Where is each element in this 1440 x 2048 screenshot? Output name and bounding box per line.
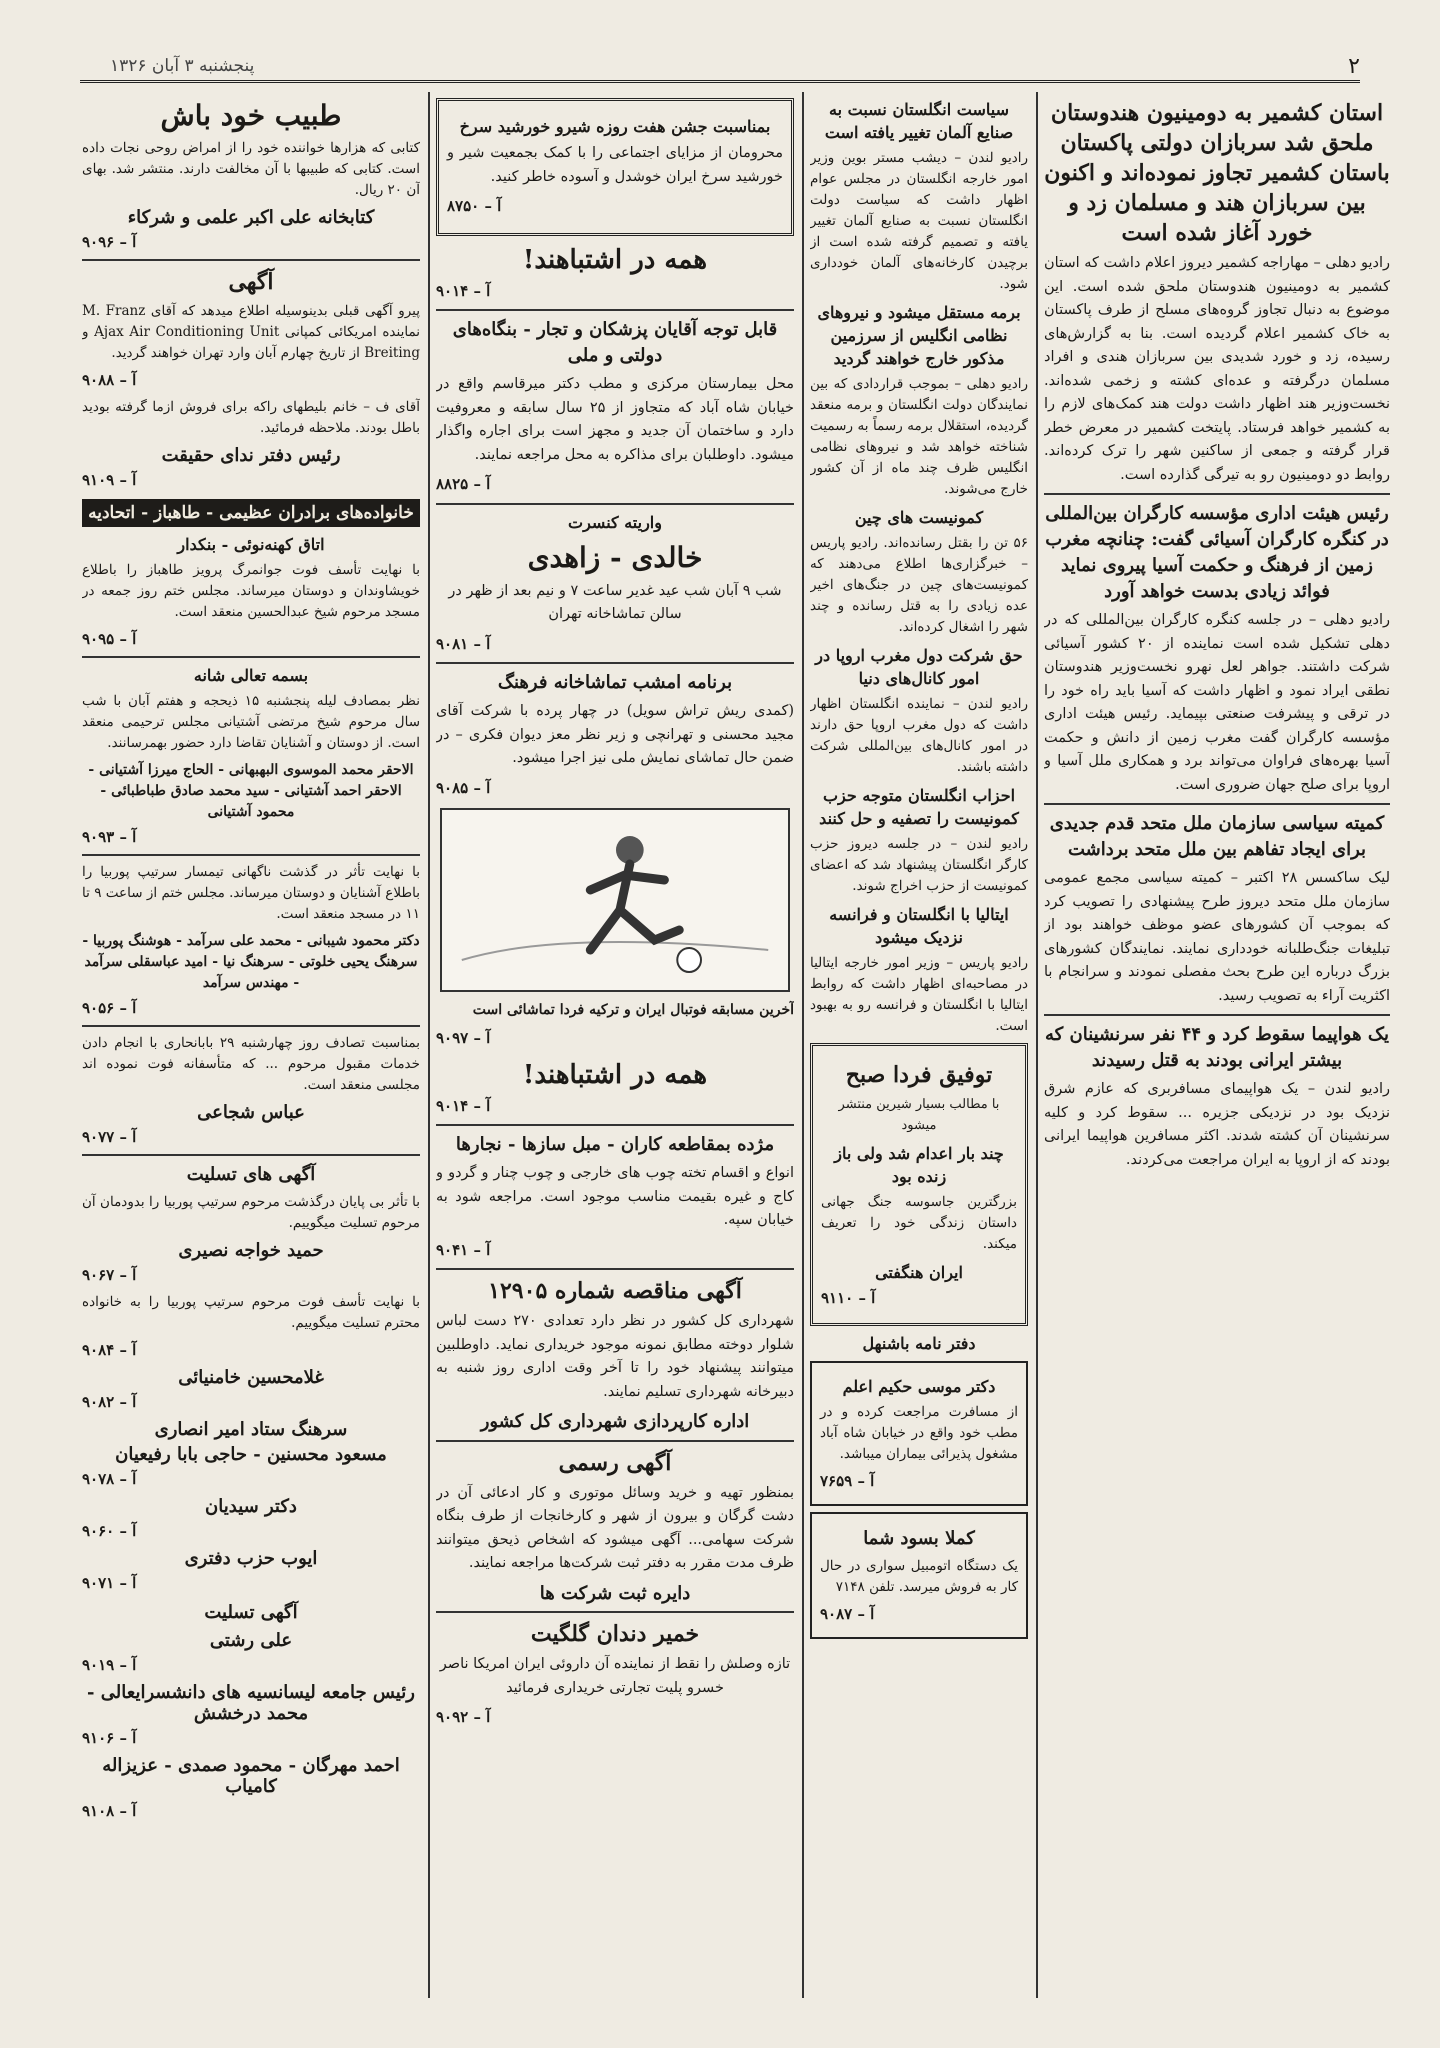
ad-code: ۹۰۸۱ – آ — [436, 634, 491, 653]
families-text: با نهایت تأسف فوت جوانمرگ پرویز طاهباز را باطلاع خویشاوندان و دوستان میرساند. مجلس ختم روز جمعه در مسجد مرحوم شیخ عبدالحسین منعقد است. — [82, 562, 420, 620]
divider — [436, 1611, 794, 1613]
ad-code: ۹۰۷۱ – آ — [82, 1574, 137, 1592]
divider — [1044, 1014, 1390, 1016]
book-ad-text: کتابی که هزارها خواننده خود را از امراض روحی نجات داده است. کتابی که طبیبها با آن مخالفت دارند. منتشر شد. بهای آن ۲۰ ریال. — [82, 140, 420, 198]
ad-code: ۹۰۹۷ – آ — [436, 1029, 491, 1047]
divider — [82, 259, 420, 261]
divider — [82, 1154, 420, 1156]
ad-doctor-title: دکتر موسی حکیم اعلم — [842, 1377, 996, 1396]
football-player-illustration — [442, 810, 788, 990]
headline-canals: حق شرکت دول مغرب اروپا در امور کانال‌های دنیا — [815, 646, 1023, 688]
divider — [436, 503, 794, 505]
column-rule — [1036, 92, 1038, 1998]
ad-doctor — [810, 1361, 1028, 1506]
ad-code: ۹۰۱۹ – آ — [82, 1656, 137, 1674]
headline-kashmir: استان کشمیر به دومینیون هندوستان ملحق شد سربازان دولتی پاکستان باستان کشمیر تجاوز نموده‌اند و اکنون بین سربازان هند و مسلمان زد و خورد آغاز شده است — [1044, 100, 1390, 246]
ad-car — [810, 1512, 1028, 1639]
anniversary-signature: عباس شجاعی — [197, 1102, 305, 1123]
headline-italy: ایتالیا با انگلستان و فرانسه نزدیک میشود — [829, 905, 1009, 947]
ad-code: ۹۰۹۳ – آ — [82, 828, 137, 846]
divider — [436, 662, 794, 664]
page-number: ۲ — [1348, 54, 1360, 79]
toothpaste-text: تازه وصلش را نقط از نماینده آن داروئی ایران امریکا ناصر خسرو پلیت تجارتی خریداری فرمائید — [439, 1656, 791, 1696]
article-un-committee: لیک ساکسس ۲۸ اکتبر – کمیته سیاسی مجمع عمومی سازمان ملل متحد دیروز طرح پیشنهادی را تصویب کرد که بموجب آن کشورهای عضو موظف خواهند بود از تبلیغات جنگ‌طلبانه خودداری نمایند. نمایندگان کشورهای بزرگ درباره این طرح بحث مفصلی نمودند و سرانجام با اکثریت آراء به تصویب رسید. — [1044, 870, 1390, 1004]
headline-burma: برمه مستقل میشود و نیروهای نظامی انگلیس از سرزمین مذکور خارج خواهند گردید — [817, 303, 1021, 368]
ad-code: ۹۰۶۷ – آ — [82, 1266, 137, 1284]
memorial-title: بسمه تعالی شانه — [193, 666, 309, 685]
article-burma: رادیو دهلی – بموجب قراردادی که بین نمایندگان دولت انگلستان و برمه منعقد گردیده، استقلال برمه رسماً به رسمیت شناخته خواهد شد و نیروهای نظامی انگلیس ظرف چند ماه از آن کشور خارج می‌شوند. — [810, 376, 1028, 497]
page-header — [80, 52, 1360, 83]
condolence-sig-6: ایوب حزب دفتری — [184, 1548, 318, 1569]
tofigh-text: بزرگترین جاسوسه جنگ جهانی داستان زندگی خود را تعریف میکند. — [821, 1194, 1017, 1252]
tofigh-subtitle: با مطالب بسیار شیرین منتشر میشود — [838, 1097, 1000, 1133]
divider — [436, 309, 794, 311]
theatre-text: (کمدی ریش تراش سویل) در چهار پرده با شرکت آقای مجید محسنی و تهرانچی و زیر نظر معز دیوان فکری – در ضمن حال تماشای نمایش ملی نیز اجرا میشود. — [436, 703, 794, 766]
anniversary-text: بمناسبت تصادف روز چهارشنبه ۲۹ بابانحاری با انجام دادن خدمات مقبول مرحوم ... که متأسفانه فوت نموده اند مجلسی منعقد است. — [82, 1035, 420, 1093]
divider — [436, 1440, 794, 1442]
tofigh-box — [810, 1043, 1028, 1326]
memorial-text: نظر بمصادف لیله پنجشنبه ۱۵ ذیحجه و هفتم آبان با شب سال مرحوم شیخ مرتضی آشتیانی مجلس ترحیمی منعقد است. از دوستان و آشنایان تقاضا دارد حضور بهمرسانند. — [82, 693, 420, 751]
ad-code: ۸۷۵۰ – آ — [447, 197, 502, 215]
everyone-wrong-ad-2: همه در اشتباهند! — [522, 1059, 708, 1090]
ad-code: ۹۰۸۷ – آ — [820, 1605, 875, 1623]
headline-china: کمونیست های چین — [854, 508, 984, 527]
article-kashmir: رادیو دهلی – مهاراجه کشمیر دیروز اعلام داشت که استان کشمیر به دومینیون هندوستان ملحق شده است. این موضوع به دنبال تجاوز گروه‌های مسلح از طرف پاکستان به خاک کشمیر اعلام گردیده است. بنا به گزارش‌های رسیده، زد و خورد شدیدی بین سربازان هندی و افراد مسلمان درگرفته و عده‌ای کشته و زخمی شده‌اند. نخست‌وزیر هند اظهار داشت دولت هند کمک‌های لازم را به کشمیر خواهد فرستاد. پایتخت کشمیر در معرض خطر قرار گرفته و جمعی از ساکنین شهر را ترک کرده‌اند. روابط دو دومینیون رو به تیرگی گذارده است. — [1044, 255, 1390, 483]
ad-hospital-text: محل بیمارستان مرکزی و مطب دکتر میرقاسم واقع در خیابان شاه آباد که متجاوز از ۲۵ سال سابقه و معروفیت دارد و ساختمان آن جدید و مجهز است برای اجاره واگذار میشود. داوطلبان برای مذاکره به محل مراجعه نمایند. — [436, 376, 794, 463]
article-uk-parties: رادیو لندن – در جلسه دیروز حزب کارگر انگلستان پیشنهاد شد که اعضای کمونیست از حزب اخراج شوند. — [810, 836, 1028, 894]
article-china: ۵۶ تن را بقتل رسانده‌اند. رادیو پاریس – خبرگزاری‌ها اطلاع می‌دهند که کمونیست‌های چین در جنگ‌های اخیر عده زیادی را به قتل رسانده و چند شهر را اشغال کرده‌اند. — [810, 535, 1028, 635]
article-asia-labour: رادیو دهلی – در جلسه کنگره کارگران بین‌المللی که در دهلی تشکیل شده است نماینده از ۲۰ کشور آسیائی شرکت داشتند. جواهر لعل نهرو نخست‌وزیر هندوستان نطقی ایراد نمود و اظهار داشت که آسیا باید راه خود را در ترقی و پیشرفت صنعتی بپیماید. رئیس هیئت اداری مؤسسه کارگران گفت مغرب زمین از دانش و حکمت آسیا بهره‌های فراوان می‌تواند برد و همکاری ملل آسیا و اروپا برای صلح جهان ضروری است. — [1044, 612, 1390, 793]
official-notice-text: بمنظور تهیه و خرید وسائل موتوری و کار ادعائی آن در دشت گرگان و بیرون از شهر و کارخانجات از طرف بنگاه شرکت سهامی... آگهی میشود که اشخاص ذیحق میتوانند ظرف مدت مقرر به دفتر ثبت شرکت‌ها مراجعه نمایند. — [436, 1484, 794, 1571]
red-lion-title: بمناسبت جشن هفت روزه شیرو خورشید سرخ — [459, 117, 771, 136]
official-notice-signature: دایره ثبت شرکت ها — [539, 1582, 691, 1604]
book-ad-title: طبیب خود باش — [160, 99, 342, 132]
ad-code: ۹۱۰۶ – آ — [82, 1729, 137, 1747]
ad-code: ۹۰۴۱ – آ — [436, 1240, 491, 1259]
ad-code: ۹۰۱۴ – آ — [436, 1096, 491, 1115]
notice-title: دفتر نامه باشنهل — [862, 1334, 976, 1353]
condolence-sig-2: غلامحسین خامنیائی — [178, 1367, 324, 1388]
headline-asia-labour: رئیس هیئت اداری مؤسسه کارگران بین‌المللی در کنگره کارگران آسیائی گفت: چنانچه مغرب زمین از فرهنگ و حکمت آسیا پیروی نماید فوائد زیادی بدست خواهد آورد — [1045, 503, 1389, 602]
divider — [82, 1025, 420, 1027]
ad-code: ۹۰۷۷ – آ — [82, 1128, 137, 1146]
notice-text: پیرو آگهی قبلی بدینوسیله اطلاع میدهد که آقای M. Franz نماینده امریکائی کمپانی Ajax Air Conditioning Unit و Breiting از تاریخ چهارم آبان وارد تهران خواهند گردید. — [82, 303, 420, 361]
ticket-notice: آقای ف – خانم بلیطهای راکه برای فروش ازما گرفته بودید باطل بودند. ملاحظه فرمائید. — [82, 399, 420, 436]
column-rule — [802, 92, 804, 1998]
condolence-sig-1: حمید خواجه نصیری — [178, 1240, 324, 1261]
ad-code: ۹۱۱۰ – آ — [821, 1289, 876, 1307]
photo-caption: آخرین مسابقه فوتبال ایران و ترکیه فردا تماشائی است — [472, 1002, 794, 1018]
condolence-sig-5: دکتر سیدیان — [205, 1496, 297, 1517]
divider — [82, 656, 420, 658]
article-plane-crash: رادیو لندن – یک هواپیمای مسافربری که عازم شرق نزدیک بود در نزدیکی جزیره ... سقوط کرد و کلیه سرنشینان آن کشته شدند. اکثر مسافرین هواپیما ایرانی بودند که از اروپا به ایران مراجعت می‌کردند. — [1044, 1081, 1390, 1168]
ad-code: ۷۶۵۹ – آ — [820, 1472, 875, 1490]
column-2 — [810, 92, 1028, 1998]
article-canals: رادیو لندن – نماینده انگلستان اظهار داشت که دول مغرب اروپا حق دارند در امور کانال‌های بین‌المللی شرکت داشته باشند. — [810, 696, 1028, 775]
divider — [82, 854, 420, 856]
article-uk-germany: رادیو لندن – دیشب مستر بوین وزیر امور خارجه انگلستان در مجلس عوام اظهار داشت که سیاست دولت انگلستان نسبت به صنایع آلمان تغییر یافته و تصمیم گرفته شده است از برچیدن کارخانه‌های آلمان خودداری شود. — [810, 150, 1028, 292]
condolence-sig-9: احمد مهرگان - محمود صمدی - عزیزاله کامیاب — [102, 1755, 400, 1797]
theatre-title: برنامه امشب تماشاخانه فرهنگ — [497, 672, 733, 693]
ticket-signature: رئیس دفتر ندای حقیقت — [161, 445, 341, 466]
ad-code: ۹۰۷۸ – آ — [82, 1470, 137, 1488]
divider — [1044, 803, 1390, 805]
tofigh-title: توفیق فردا صبح — [845, 1062, 993, 1088]
ad-doctor-text: از مسافرت مراجعت کرده و در مطب خود واقع در خیابان شاه آباد مشغول پذیرائی بیماران میباشد. — [820, 1404, 1018, 1462]
tofigh-headline: چند بار اعدام شد ولی باز زنده بود — [834, 1144, 1004, 1186]
condolences-title: آگهی های تسلیت — [186, 1164, 316, 1185]
tender-title: آگهی مناقصه شماره ۱۲۹۰۵ — [488, 1278, 742, 1304]
column-rule — [428, 92, 430, 1998]
condolence-signatures: دکتر محمود شیبانی - محمد علی سرآمد - هوشنگ پوربیا - سرهنگ یحیی خلوتی - سرهنگ نیا - امید عباسقلی سرآمد - مهندس سرآمد — [82, 933, 420, 991]
ad-code: ۹۱۰۹ – آ — [82, 471, 137, 489]
concert-text: شب ۹ آبان شب عید غدیر ساعت ۷ و نیم بعد از ظهر در سالن تماشاخانه تهران — [448, 582, 782, 622]
condolence-sig-7: علی رشتی — [209, 1630, 293, 1651]
concert-title: واریته کنسرت — [568, 512, 662, 532]
ad-code: ۹۱۰۸ – آ — [82, 1802, 137, 1820]
column-3 — [436, 92, 794, 1998]
ad-code: ۹۰۱۴ – آ — [436, 281, 491, 300]
red-lion-text: محرومان از مزایای اجتماعی را با کمک بجمعیت شیر و خورشید سرخ ایران خوشدل و آسوده خاطر کنید. — [447, 145, 783, 185]
headline-un-committee: کمیته سیاسی سازمان ملل متحد قدم جدیدی برای ایجاد تفاهم بین ملل متحد برداشت — [1049, 813, 1385, 860]
notice-title: آگهی — [228, 269, 274, 295]
headline-uk-germany: سیاست انگلستان نسبت به صنایع آلمان تغییر یافته است — [824, 100, 1014, 142]
headline-plane-crash: یک هواپیما سقوط کرد و ۴۴ نفر سرنشینان که بیشتر ایرانی بودند به قتل رسیدند — [1045, 1024, 1389, 1071]
football-photo — [440, 808, 790, 992]
condolence-sig-8: رئیس جامعه لیسانسیه های دانشسرایعالی - محمد درخشش — [87, 1682, 415, 1724]
ad-code: ۹۰۶۰ – آ — [82, 1522, 137, 1540]
ad-code: ۹۰۸۸ – آ — [82, 371, 137, 389]
article-italy: رادیو پاریس – وزیر امور خارجه ایتالیا در مصاحبه‌ای اظهار داشت که روابط ایتالیا با انگلستان و فرانسه رو به بهبود است. — [810, 955, 1028, 1034]
divider — [1044, 493, 1390, 495]
book-ad-signature: کتابخانه علی اکبر علمی و شرکاء — [127, 207, 375, 228]
condolence-text: با نهایت تأثر در گذشت ناگهانی تیمسار سرتیپ پوربیا را باطلاع آشنایان و دوستان میرساند. مجلس ختم از ساعت ۹ تا ۱۱ در مسجد منعقد است. — [82, 864, 420, 922]
everyone-wrong-ad: همه در اشتباهند! — [522, 244, 708, 275]
concert-performers: خالدی - زاهدی — [527, 540, 703, 574]
ad-hospital-title: قابل توجه آقایان پزشکان و تجار - بنگاه‌های دولتی و ملی — [452, 319, 778, 366]
ad-code: ۹۰۹۲ – آ — [436, 1708, 491, 1726]
ad-wood-text: انواع و اقسام تخته چوب های خارجی و چوب چنار و گردو و کاج و غیره بقیمت مناسب موجود است. مراجعه شود به خیابان سپه. — [436, 1165, 794, 1228]
ad-car-text: یک دستگاه اتومبیل سواری در حال کار به فروش میرسد. تلفن ۷۱۴۸ — [820, 1558, 1018, 1595]
ad-code: ۹۰۸۲ – آ — [82, 1393, 137, 1411]
column-4 — [82, 92, 420, 1998]
condolences-text: با تأثر بی پایان درگذشت مرحوم سرتیپ پوربیا را بدودمان آن مرحوم تسلیت میگوییم. — [82, 1194, 420, 1231]
families-subtitle: اتاق کهنه‌نوئی - بنکدار — [177, 535, 325, 554]
condolences-text-2: با نهایت تأسف فوت مرحوم سرتیپ پوربیا را به خانواده محترم تسلیت میگوییم. — [82, 1294, 420, 1331]
tender-signature: اداره کارپردازی شهرداری کل کشور — [480, 1411, 750, 1432]
ad-code: ۹۰۸۴ – آ — [82, 1341, 137, 1359]
ad-code: ۹۰۹۵ – آ — [82, 630, 137, 648]
tofigh-headline-2: ایران هنگفتی — [875, 1263, 963, 1282]
ad-code: ۹۰۵۶ – آ — [82, 999, 137, 1017]
red-lion-box — [436, 98, 794, 236]
headline-uk-parties: احزاب انگلستان متوجه حزب کمونیست را تصفیه و حل کنند — [819, 786, 1019, 828]
ad-code: ۸۸۲۵ – آ — [436, 475, 491, 493]
memorial-signatures: الاحقر محمد الموسوی البهبهانی - الحاج میرزا آشتیانی - الاحقر احمد آشتیانی - سید محمد صادق طباطبائی - محمود آشتیانی — [88, 762, 414, 820]
divider — [436, 1268, 794, 1270]
divider — [436, 1124, 794, 1126]
toothpaste-title: خمیر دندان گلگیت — [530, 1621, 700, 1647]
column-1 — [1044, 92, 1390, 1998]
families-banner: خانواده‌های برادران عظیمی - طاهباز - اتحادیه — [82, 499, 420, 527]
ad-code: ۹۰۸۵ – آ — [436, 778, 491, 797]
condolence-sig-3: سرهنگ ستاد امیر انصاری — [154, 1419, 348, 1440]
official-notice-title: آگهی رسمی — [558, 1449, 672, 1476]
condolence-sig-4: مسعود محسنین - حاجی بابا رفیعیان — [115, 1444, 387, 1465]
tender-text: شهرداری کل کشور در نظر دارد تعدادی ۲۷۰ دست لباس شلوار دوخته مطابق نمونه موجود خریداری نماید. داوطلبین میتوانند پیشنهاد خود را تا آخر وقت اداری روز شنبه به دبیرخانه شهرداری تسلیم نمایند. — [436, 1313, 794, 1400]
ad-code: ۹۰۹۶ – آ — [82, 233, 137, 251]
ad-wood-title: مژده بمقاطعه کاران - مبل سازها - نجارها — [455, 1134, 775, 1155]
condolence-title-2: آگهی تسلیت — [204, 1602, 298, 1623]
running-head: پنجشنبه ۳ آبان ۱۳۲۶ — [110, 56, 255, 76]
ad-car-title: کملا بسود شما — [863, 1528, 975, 1549]
